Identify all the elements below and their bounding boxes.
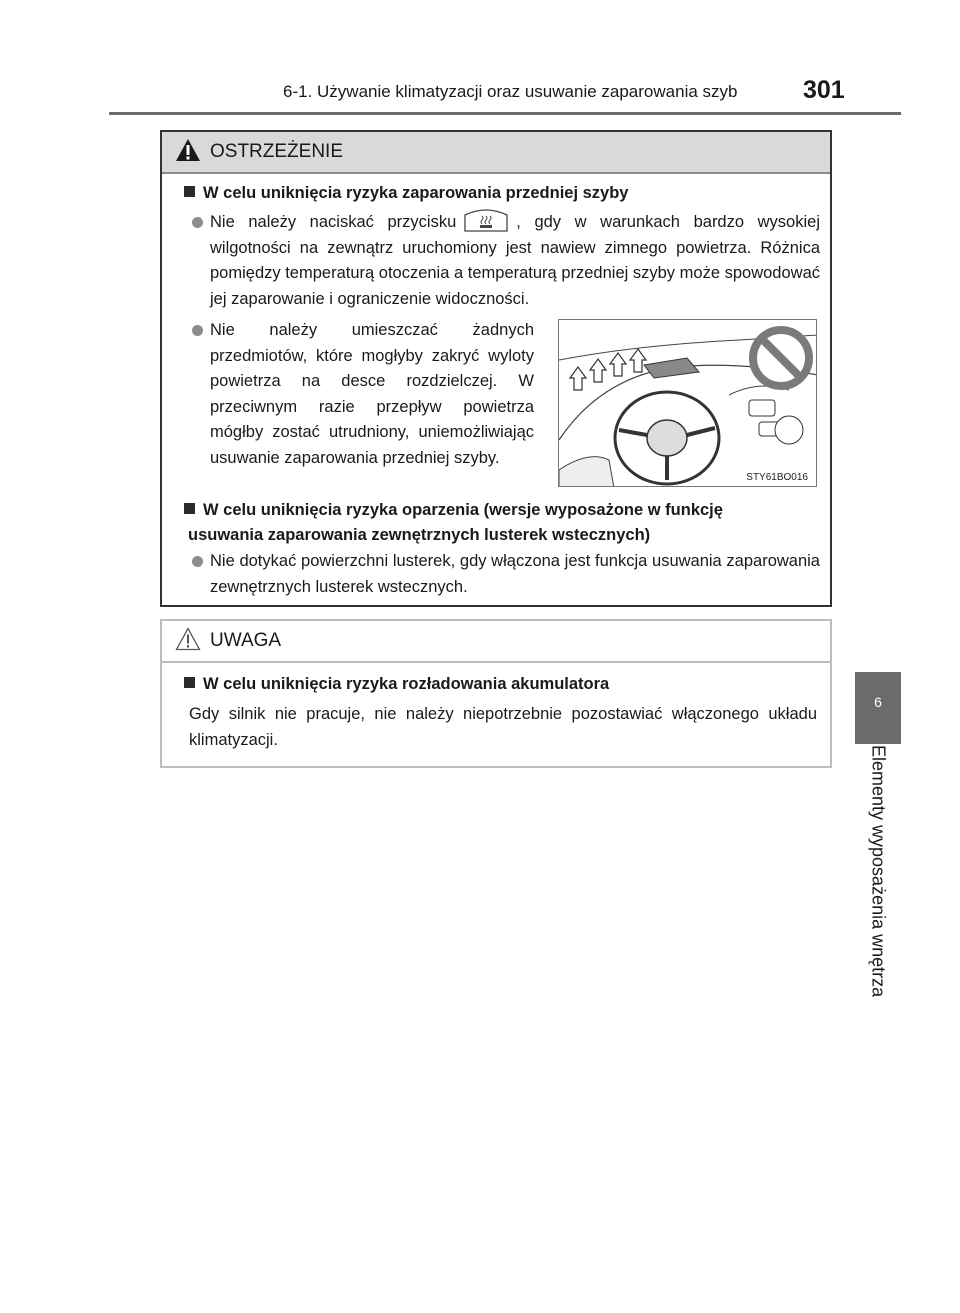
bullet-mirrors: Nie dotykać powierzchni lusterek, gdy włączona jest funkcja usuwania zaparowania zewnętrznych lusterek wstecznych.: [210, 549, 820, 600]
square-bullet-icon: [184, 186, 195, 197]
section-title: 6-1. Używanie klimatyzacji oraz usuwanie zaparowania szyb: [283, 82, 738, 101]
round-bullet-icon: [192, 325, 203, 336]
square-bullet-icon: [184, 503, 195, 514]
square-bullet-icon: [184, 677, 195, 688]
note-box: [160, 619, 832, 768]
caution-triangle-icon: [175, 627, 201, 651]
warning-heading-fog: W celu uniknięcia ryzyka zaparowania przedniej szyby: [184, 181, 629, 206]
page-number: 301: [803, 76, 845, 104]
chapter-title-vertical: [858, 745, 898, 1185]
note-header: [162, 621, 830, 663]
dashboard-illustration: [558, 319, 817, 487]
header-divider: [109, 112, 901, 115]
warning-header: [162, 132, 830, 174]
note-heading: W celu uniknięcia ryzyka rozładowania akumulatora: [184, 672, 609, 697]
warning-heading-burn: W celu uniknięcia ryzyka oparzenia (wersje wyposażone w funkcję usuwania zaparowania zewnętrznych lusterek wstecznych): [184, 498, 822, 548]
windshield-defroster-icon: [462, 207, 510, 233]
bullet-vents: Nie należy umieszczać żadnych przedmiotów, które mogłyby zakryć wyloty powietrza na desce rozdzielczej. W przeciwnym razie przepływ powietrza mógłby zostać utrudniony, uniemożliwiając usuwanie zaparowania przedniej szyby.: [210, 318, 534, 471]
chapter-tab: [855, 672, 901, 744]
warning-box: [160, 130, 832, 607]
note-label: UWAGA: [210, 630, 282, 651]
warning-label: OSTRZEŻENIE: [210, 141, 344, 162]
chapter-number: 6: [874, 694, 882, 710]
prohibition-icon: [749, 326, 813, 390]
warning-triangle-icon: [175, 138, 201, 162]
bullet-defroster: Nie należy naciskać przycisku , gdy w warunkach bardzo wysokiej wilgotności na zewnątrz uruchomiony jest nawiew zimnego powietrza. Różnica pomiędzy temperaturą otoczenia a temperaturą przedniej szyby może spowodować jej zaparowanie i ograniczenie widoczności.: [210, 210, 820, 312]
round-bullet-icon: [192, 217, 203, 228]
chapter-title: Elementy wyposażenia wnętrza: [868, 745, 889, 998]
illustration-code: STY61BO016: [746, 472, 808, 483]
note-text: Gdy silnik nie pracuje, nie należy niepotrzebnie pozostawiać włączonego układu klimatyzacji.: [189, 705, 817, 749]
round-bullet-icon: [192, 556, 203, 567]
